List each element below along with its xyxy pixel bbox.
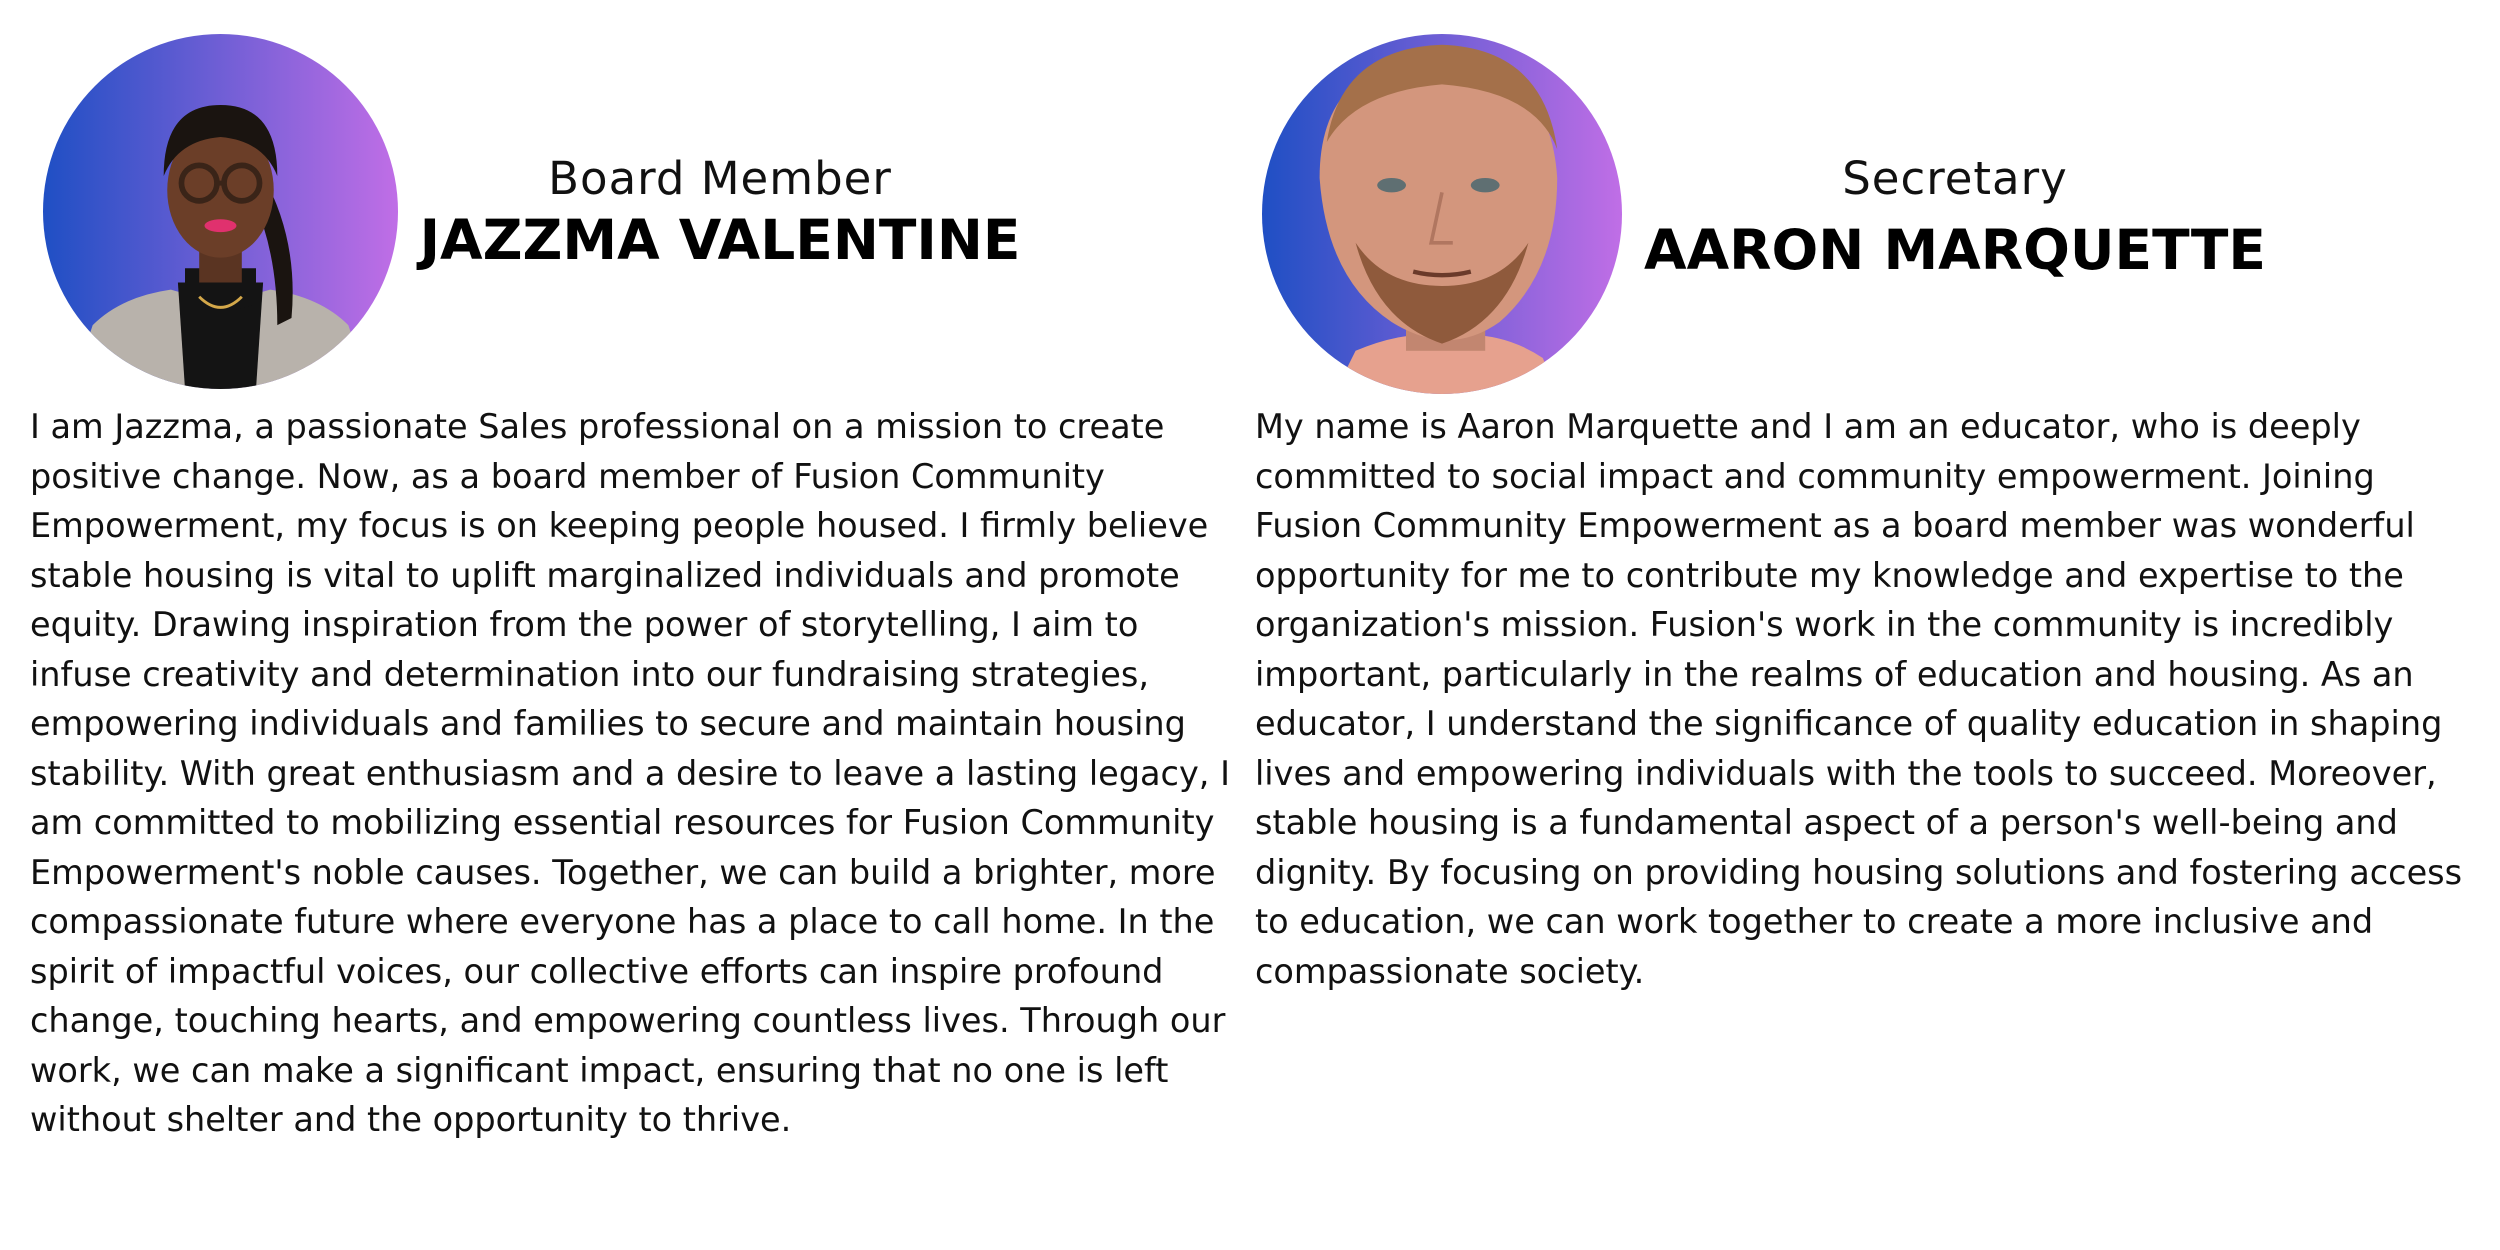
profile-bio: I am Jazzma, a passionate Sales professional on a mission to create positive change. Now, as a board member of Fusion Community Empowerment, my focus is on keeping people housed. I firmly believe stable housing is vital to uplift marginalized individuals and promote equity. Drawing inspiration from the power of storytelling, I aim to infuse creativity and determination into our fundraising strategies, empowering individuals and families to secure and maintain housing stability. With great enthusiasm and a desire to leave a lasting legacy, I am committed to mobilizing essential resources for Fusion Community Empowerment's noble causes. Together, we can build a brighter, more compassionate future where everyone has a place to call home. In the spirit of impactful voices, our collective efforts can inspire profound change, touching hearts, and empowering countless lives. Through our work, we can make a significant impact, ensuring that no one is left without shelter and the opportunity to thrive. [30, 407, 1230, 1139]
profile-name: AARON MARQUETTE [1644, 218, 2266, 282]
avatar [43, 34, 398, 389]
portrait-photo [43, 34, 398, 389]
profile-role: Board Member [548, 152, 892, 205]
profile-name: JAZZMA VALENTINE [419, 208, 1021, 272]
profile-bio: My name is Aaron Marquette and I am an educator, who is deeply committed to social impact and community empowerment. Joining Fusion Community Empowerment as a board member was wonderful opportunity for me to contribute my knowledge and expertise to the organization's mission. Fusion's work in the community is incredibly important, particularly in the realms of education and housing. As an educator, I understand the significance of quality education in shaping lives and empowering individuals with the tools to succeed. Moreover, stable housing is a fundamental aspect of a person's well-being and dignity. By focusing on providing housing solutions and fostering access to education, we can work together to create a more inclusive and compassionate society. [1255, 407, 2463, 991]
portrait-photo [1262, 34, 1622, 394]
avatar [1262, 34, 1622, 394]
profile-role: Secretary [1842, 152, 2068, 205]
